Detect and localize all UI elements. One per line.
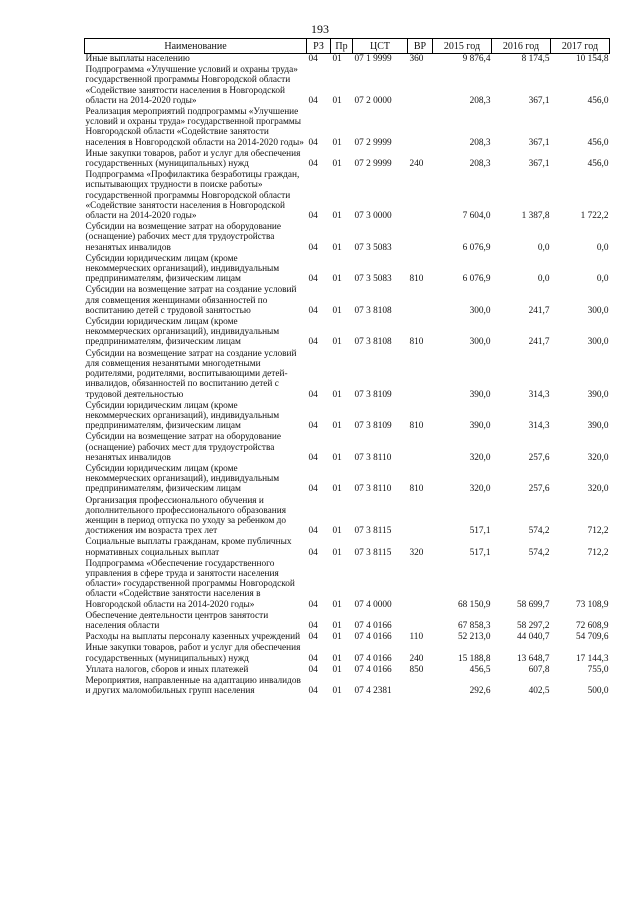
row-2015: 456,5: [469, 664, 491, 675]
row-2016: 1 387,8: [521, 211, 550, 222]
row-2017: 500,0: [587, 686, 609, 697]
row-vr: 360: [409, 54, 424, 64]
table-row: [85, 54, 610, 66]
row-2017: 456,0: [587, 159, 609, 170]
row-pr: 01: [332, 211, 342, 222]
row-2017: 390,0: [587, 421, 609, 432]
row-2016: 0,0: [537, 274, 550, 285]
table-row: [85, 349, 610, 401]
row-pr: 01: [332, 159, 342, 170]
row-cst: 07 2 0000: [354, 95, 392, 106]
row-name: Подпрограмма «Профилактика безработицы граждан, испытывающих трудности в поиске работы» государственной программы Новгородской области «Содействие занятости населения в Новгородской области на 2014-2020 годы»: [85, 170, 300, 222]
row-2015: 320,0: [469, 484, 491, 495]
row-2016: 607,8: [528, 664, 550, 675]
row-rz: 04: [308, 526, 318, 537]
row-cst: 07 3 8108: [354, 337, 392, 348]
row-2017: 73 108,9: [575, 599, 609, 610]
row-2016: 574,2: [528, 526, 550, 537]
row-rz: 04: [308, 159, 318, 170]
row-rz: 04: [308, 274, 318, 285]
row-pr: 01: [332, 54, 342, 64]
row-cst: 07 2 9999: [354, 137, 392, 148]
row-2017: 755,0: [587, 664, 609, 675]
row-cst: 07 4 0166: [354, 632, 392, 643]
row-2015: 15 188,8: [457, 653, 491, 664]
row-name: Социальные выплаты гражданам, кроме публичных нормативных социальных выплат: [85, 537, 292, 558]
row-cst: 07 4 0166: [354, 664, 392, 675]
row-name: Иные закупки товаров, работ и услуг для обеспечения государственных (муниципальных) нужд: [85, 148, 301, 170]
row-2017: 456,0: [587, 95, 609, 106]
row-cst: 07 3 0000: [354, 211, 392, 222]
row-name: Подпрограмма «Обеспечение государственного управления в сфере труда и занятости населения области» государственной программы Новгородской области «Содействие занятости населения в Новгородской области на 2014-2020 годы»: [85, 558, 295, 610]
row-name: Субсидии на возмещение затрат на оборудование (оснащение) рабочих мест для трудоустройства незанятых инвалидов: [85, 432, 282, 463]
table-row: [85, 559, 610, 611]
row-2016: 367,1: [528, 137, 550, 148]
row-cst: 07 3 8110: [354, 452, 392, 463]
row-2015: 517,1: [469, 547, 491, 558]
row-vr: [408, 222, 433, 254]
table-row: [85, 254, 610, 286]
row-name: Субсидии на возмещение затрат на оборудование (оснащение) рабочих мест для трудоустройства незанятых инвалидов: [85, 222, 282, 253]
header-2015: 2015 год: [433, 39, 492, 54]
row-cst: 07 3 5083: [354, 242, 392, 253]
row-2017: 0,0: [596, 274, 609, 285]
row-2015: 9 876,4: [462, 54, 491, 64]
row-pr: 01: [332, 686, 342, 697]
row-pr: 01: [332, 599, 342, 610]
row-pr: 01: [332, 305, 342, 316]
row-vr: 320: [409, 547, 424, 558]
row-2017: 300,0: [587, 305, 609, 316]
header-name: Наименование: [85, 39, 307, 54]
table-row: [85, 149, 610, 170]
row-name: Подпрограмма «Улучшение условий и охраны труда» государственной программы Новгородской области «Содействие занятости населения в Новгородской области на 2014-2020 годы»: [85, 65, 298, 106]
table-row: [85, 632, 610, 643]
row-cst: 07 4 0000: [354, 599, 392, 610]
row-name: Субсидии юридическим лицам (кроме некоммерческих организаций), индивидуальным предпринимателям, физическим лицам: [85, 317, 280, 348]
row-cst: 07 3 8115: [354, 547, 392, 558]
row-2016: 314,3: [528, 421, 550, 432]
header-2017: 2017 год: [551, 39, 610, 54]
row-2015: 6 076,9: [462, 274, 491, 285]
row-vr: [408, 285, 433, 317]
row-pr: 01: [332, 620, 342, 631]
row-rz: 04: [308, 547, 318, 558]
row-cst: 07 4 2381: [354, 686, 392, 697]
row-name: Субсидии юридическим лицам (кроме некоммерческих организаций), индивидуальным предпринимателям, физическим лицам: [85, 463, 280, 495]
table-row: [85, 317, 610, 349]
row-2017: 1 722,2: [580, 211, 609, 222]
row-cst: 07 1 9999: [354, 54, 392, 64]
table-header-row: [85, 39, 610, 54]
row-pr: 01: [332, 274, 342, 285]
row-name: Реализация мероприятий подпрограммы «Улучшение условий и охраны труда» государственной программы Новгородской области «Содействие занятости населения в Новгородской области на 2014-2020 годы»: [85, 107, 304, 148]
row-vr: 850: [409, 664, 424, 675]
row-name: Иные выплаты населению: [85, 54, 190, 64]
table-row: [85, 432, 610, 464]
row-name: Уплата налогов, сборов и иных платежей: [85, 664, 249, 675]
row-2016: 574,2: [528, 547, 550, 558]
row-vr: [408, 65, 433, 107]
row-2015: 68 150,9: [457, 599, 491, 610]
row-2017: 390,0: [587, 389, 609, 400]
row-pr: 01: [332, 484, 342, 495]
row-2016: 314,3: [528, 389, 550, 400]
row-2015: 390,0: [469, 421, 491, 432]
row-2017: 10 154,8: [575, 54, 609, 64]
row-vr: 110: [409, 632, 424, 643]
row-vr: [408, 496, 433, 538]
row-vr: [408, 611, 433, 632]
row-vr: [408, 432, 433, 464]
row-2015: 292,6: [469, 686, 491, 697]
row-pr: 01: [332, 421, 342, 432]
table-row: [85, 643, 610, 664]
row-2015: 300,0: [469, 305, 491, 316]
row-2016: 257,6: [528, 484, 550, 495]
row-pr: 01: [332, 664, 342, 675]
row-2016: 367,1: [528, 159, 550, 170]
table-row: [85, 611, 610, 632]
header-rz: РЗ: [307, 39, 331, 54]
row-2015: 208,3: [469, 95, 491, 106]
row-2015: 208,3: [469, 137, 491, 148]
row-rz: 04: [308, 337, 318, 348]
table-row: [85, 401, 610, 433]
row-2015: 7 604,0: [462, 211, 491, 222]
row-cst: 07 4 0166: [354, 653, 392, 664]
row-2015: 208,3: [469, 159, 491, 170]
row-2016: 8 174,5: [521, 54, 550, 64]
row-name: Иные закупки товаров, работ и услуг для обеспечения государственных (муниципальных) нужд: [85, 643, 301, 664]
row-rz: 04: [308, 421, 318, 432]
table-row: [85, 222, 610, 254]
row-rz: 04: [308, 484, 318, 495]
header-cst: ЦСТ: [353, 39, 408, 54]
row-vr: 810: [409, 421, 424, 432]
row-rz: 04: [308, 653, 318, 664]
row-2015: 320,0: [469, 452, 491, 463]
row-rz: 04: [308, 452, 318, 463]
row-rz: 04: [308, 211, 318, 222]
row-rz: 04: [308, 305, 318, 316]
row-pr: 01: [332, 337, 342, 348]
table-row: [85, 496, 610, 538]
row-2017: 300,0: [587, 337, 609, 348]
row-name: Мероприятия, направленные на адаптацию инвалидов и других маломобильных групп населения: [85, 675, 301, 697]
row-rz: 04: [308, 664, 318, 675]
row-2017: 320,0: [587, 452, 609, 463]
row-name: Субсидии юридическим лицам (кроме некоммерческих организаций), индивидуальным предпринимателям, физическим лицам: [85, 253, 280, 285]
row-2016: 367,1: [528, 95, 550, 106]
row-name: Субсидии на возмещение затрат на создание условий для совмещения незанятыми многодетными родителями, родителями, воспитывающими детей-инвалидов, обязанностей по воспитанию детей с трудовой деятельностью: [85, 348, 297, 400]
row-cst: 07 2 9999: [354, 159, 392, 170]
row-rz: 04: [308, 54, 318, 64]
row-2016: 58 699,7: [516, 599, 550, 610]
row-pr: 01: [332, 632, 342, 643]
row-pr: 01: [332, 526, 342, 537]
row-2015: 52 213,0: [457, 632, 491, 643]
table-row: [85, 676, 610, 697]
row-name: Расходы на выплаты персоналу казенных учреждений: [85, 632, 301, 643]
page-number: 193: [311, 22, 329, 36]
header-pr: Пр: [331, 39, 353, 54]
row-2015: 300,0: [469, 337, 491, 348]
row-2017: 456,0: [587, 137, 609, 148]
row-name: Субсидии юридическим лицам (кроме некоммерческих организаций), индивидуальным предпринимателям, физическим лицам: [85, 400, 280, 432]
table-body: [85, 54, 610, 698]
row-rz: 04: [308, 95, 318, 106]
row-pr: 01: [332, 95, 342, 106]
row-2017: 17 144,3: [575, 653, 609, 664]
row-2016: 402,5: [528, 686, 550, 697]
row-2017: 712,2: [587, 526, 609, 537]
row-rz: 04: [308, 242, 318, 253]
row-vr: [408, 559, 433, 611]
row-2016: 13 648,7: [516, 653, 550, 664]
row-rz: 04: [308, 599, 318, 610]
table-row: [85, 537, 610, 558]
row-2016: 257,6: [528, 452, 550, 463]
row-rz: 04: [308, 137, 318, 148]
row-pr: 01: [332, 547, 342, 558]
row-cst: 07 4 0166: [354, 620, 392, 631]
row-2017: 712,2: [587, 547, 609, 558]
row-vr: 240: [409, 159, 424, 170]
row-pr: 01: [332, 242, 342, 253]
row-name: Организация профессионального обучения и дополнительного профессионального образования женщин в период отпуска по уходу за ребенком до достижения им возраста трех лет: [85, 495, 287, 537]
row-name: Субсидии на возмещение затрат на создание условий для совмещения женщинами обязанностей по воспитанию детей с трудовой занятостью: [85, 285, 297, 316]
row-pr: 01: [332, 452, 342, 463]
row-2017: 54 709,6: [575, 632, 609, 643]
row-vr: [408, 107, 433, 149]
row-rz: 04: [308, 389, 318, 400]
header-2016: 2016 год: [492, 39, 551, 54]
budget-table: [84, 38, 610, 697]
table-row: [85, 107, 610, 149]
row-cst: 07 3 8108: [354, 305, 392, 316]
row-vr: 240: [409, 653, 424, 664]
row-cst: 07 3 8115: [354, 526, 392, 537]
row-2017: 72 608,9: [575, 620, 609, 631]
row-rz: 04: [308, 686, 318, 697]
table-row: [85, 285, 610, 317]
row-pr: 01: [332, 653, 342, 664]
table-row: [85, 665, 610, 676]
table-row: [85, 464, 610, 496]
row-2016: 0,0: [537, 242, 550, 253]
row-pr: 01: [332, 389, 342, 400]
row-vr: [408, 170, 433, 222]
row-2016: 241,7: [528, 337, 550, 348]
row-vr: 810: [409, 274, 424, 285]
row-2016: 241,7: [528, 305, 550, 316]
row-vr: [408, 349, 433, 401]
row-vr: 810: [409, 337, 424, 348]
row-2017: 0,0: [596, 242, 609, 253]
row-rz: 04: [308, 632, 318, 643]
table-row: [85, 65, 610, 107]
row-vr: 810: [409, 484, 424, 495]
row-name: Обеспечение деятельности центров занятости населения области: [85, 610, 269, 631]
row-rz: 04: [308, 620, 318, 631]
row-vr: [408, 676, 433, 697]
table-row: [85, 170, 610, 222]
row-cst: 07 3 8110: [354, 484, 392, 495]
row-2015: 67 858,3: [457, 620, 491, 631]
row-2015: 6 076,9: [462, 242, 491, 253]
row-cst: 07 3 8109: [354, 389, 392, 400]
row-2015: 517,1: [469, 526, 491, 537]
row-2015: 390,0: [469, 389, 491, 400]
row-cst: 07 3 8109: [354, 421, 392, 432]
header-vr: ВР: [408, 39, 433, 54]
row-pr: 01: [332, 137, 342, 148]
row-2016: 44 040,7: [516, 632, 550, 643]
row-2017: 320,0: [587, 484, 609, 495]
row-cst: 07 3 5083: [354, 274, 392, 285]
row-2016: 58 297,2: [516, 620, 550, 631]
